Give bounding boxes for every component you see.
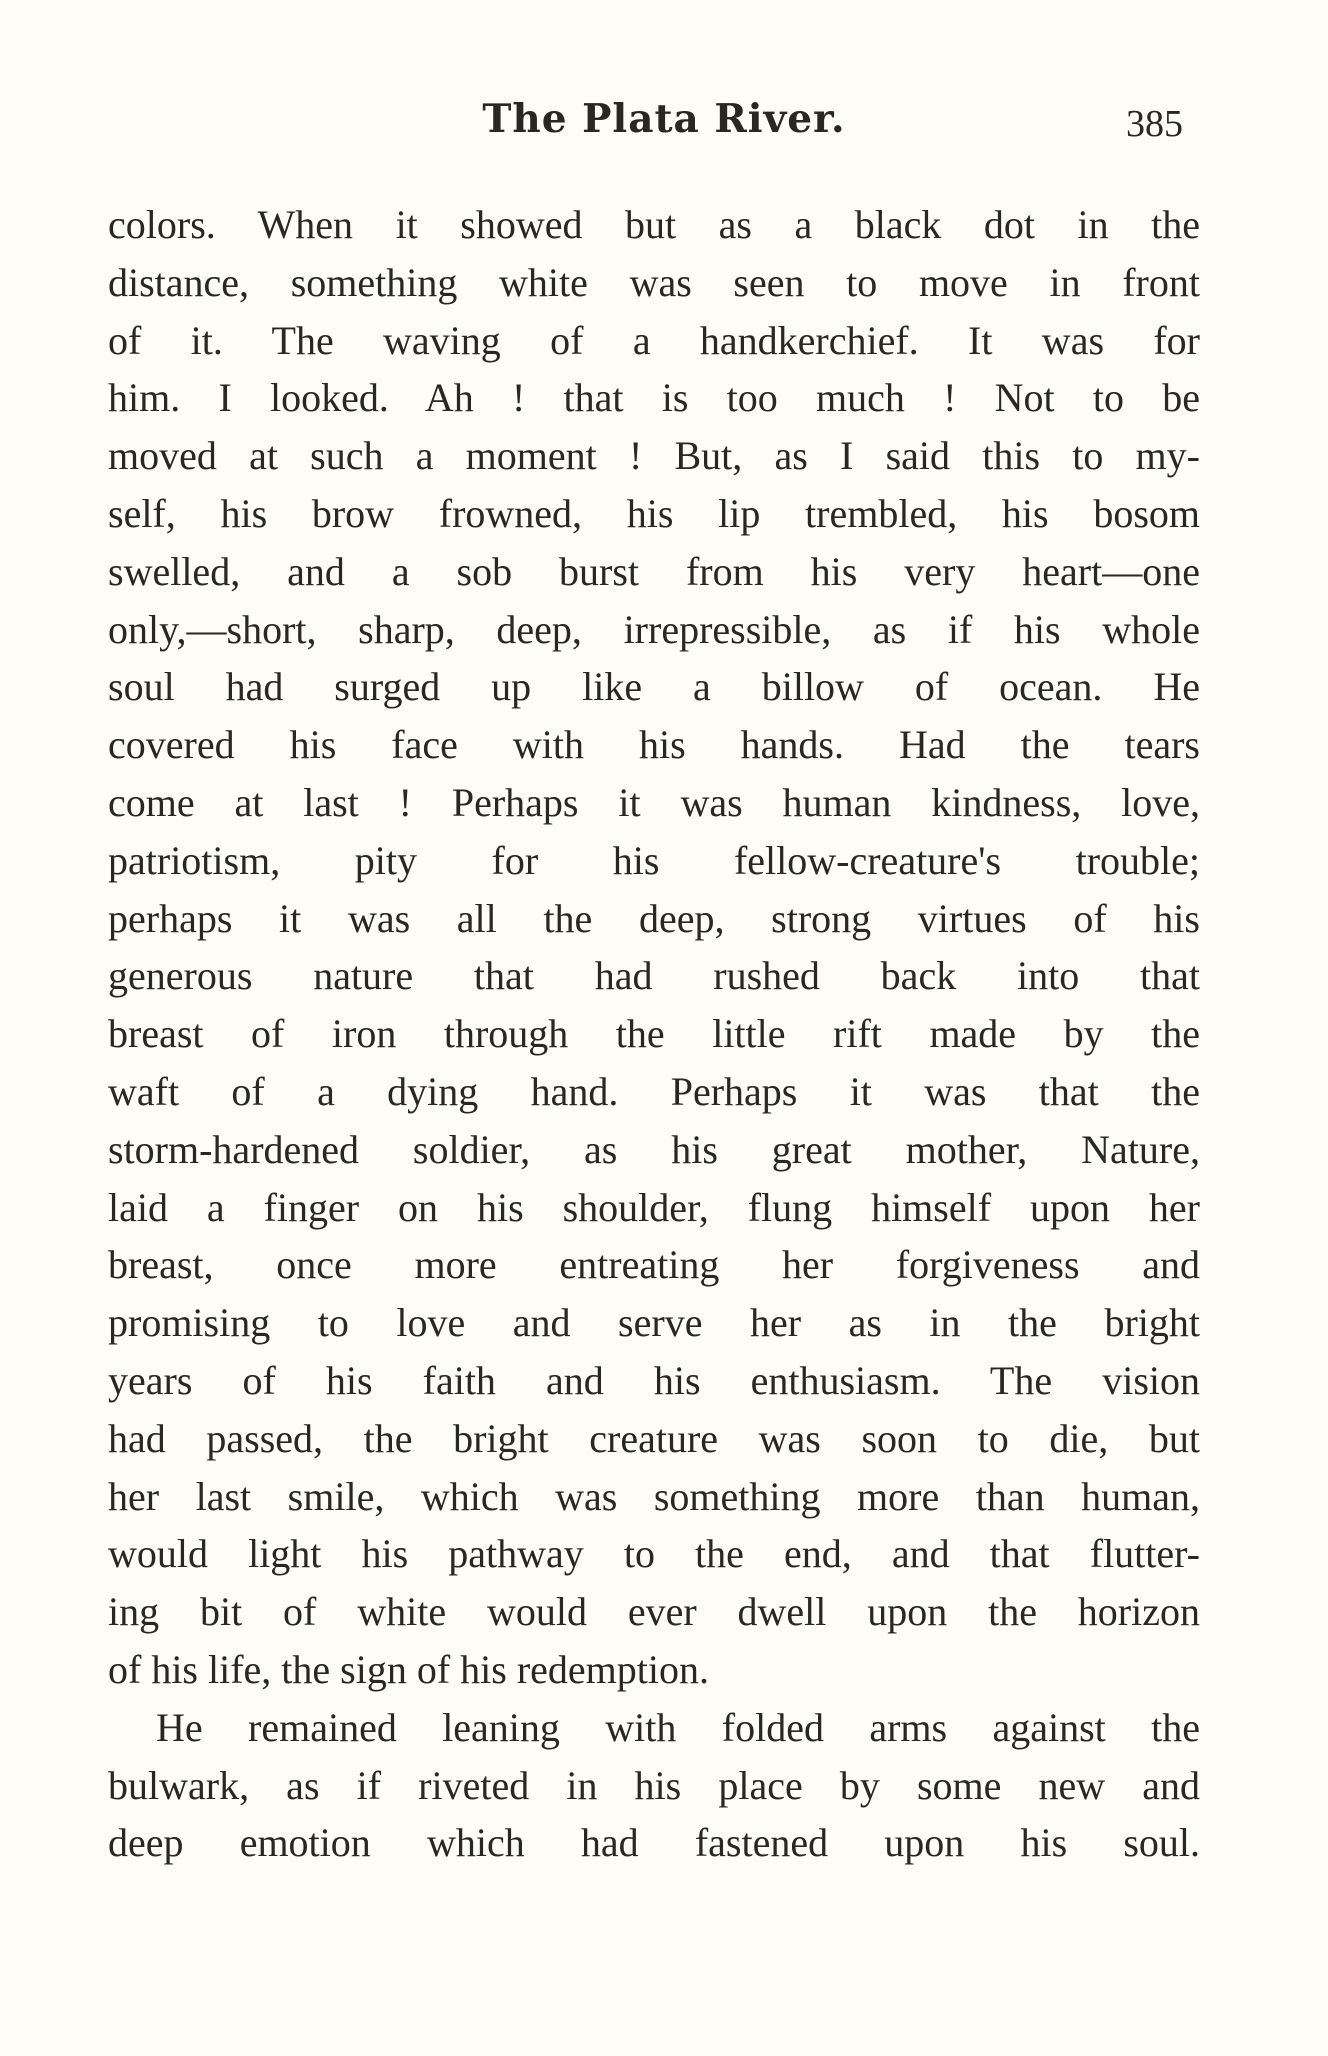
paragraph [108,1699,1200,1872]
page-number: 385 [1126,103,1183,145]
text-line: waft of a dying hand. Perhaps it was that the [108,1068,1200,1114]
text-line: laid a finger on his shoulder, flung himself upon her [108,1184,1200,1230]
text-line: swelled, and a sob burst from his very heart—one [108,548,1200,594]
text-line: her last smile, which was something more than human, [108,1473,1200,1519]
text-line: generous nature that had rushed back into that [108,953,1200,999]
text-line: of his life, the sign of his redemption. [108,1646,710,1692]
text-line: only,—short, sharp, deep, irrepressible, as if his whole [108,606,1200,652]
text-line: deep emotion which had fastened upon his soul. [108,1820,1200,1866]
text-line: ing bit of white would ever dwell upon the horizon [108,1589,1200,1635]
text-line: him. I looked. Ah ! that is too much ! Not to be [108,375,1200,421]
text-line: distance, something white was seen to move in front [108,259,1200,305]
text-line: had passed, the bright creature was soon to die, but [108,1415,1200,1461]
text-line: covered his face with his hands. Had the tears [108,722,1200,768]
text-line: He remained leaning with folded arms against the [156,1704,1200,1750]
text-line: years of his faith and his enthusiasm. The vision [108,1357,1200,1403]
text-line: self, his brow frowned, his lip trembled, his bosom [108,490,1200,536]
text-line: perhaps it was all the deep, strong virtues of his [108,895,1200,941]
text-line: moved at such a moment ! But, as I said this to my- [108,433,1200,479]
body-text [108,196,1200,1872]
text-line: bulwark, as if riveted in his place by some new and [108,1762,1200,1808]
text-line: of it. The waving of a handkerchief. It was for [108,317,1200,363]
text-line: colors. When it showed but as a black dot in the [108,202,1200,247]
text-line: patriotism, pity for his fellow-creature's trouble; [108,837,1200,883]
text-line: breast, once more entreating her forgiveness and [108,1242,1200,1288]
running-head [0,96,1328,156]
text-line: soul had surged up like a billow of ocean. He [108,664,1200,710]
text-line: promising to love and serve her as in the bright [108,1300,1200,1346]
paragraph [108,196,1200,1699]
text-line: breast of iron through the little rift made by the [108,1011,1200,1057]
running-title: The Plata River. [482,96,846,142]
text-line: come at last ! Perhaps it was human kindness, love, [108,779,1200,825]
text-line: storm-hardened soldier, as his great mother, Nature, [108,1126,1200,1172]
text-line: would light his pathway to the end, and that flutter- [108,1531,1200,1577]
